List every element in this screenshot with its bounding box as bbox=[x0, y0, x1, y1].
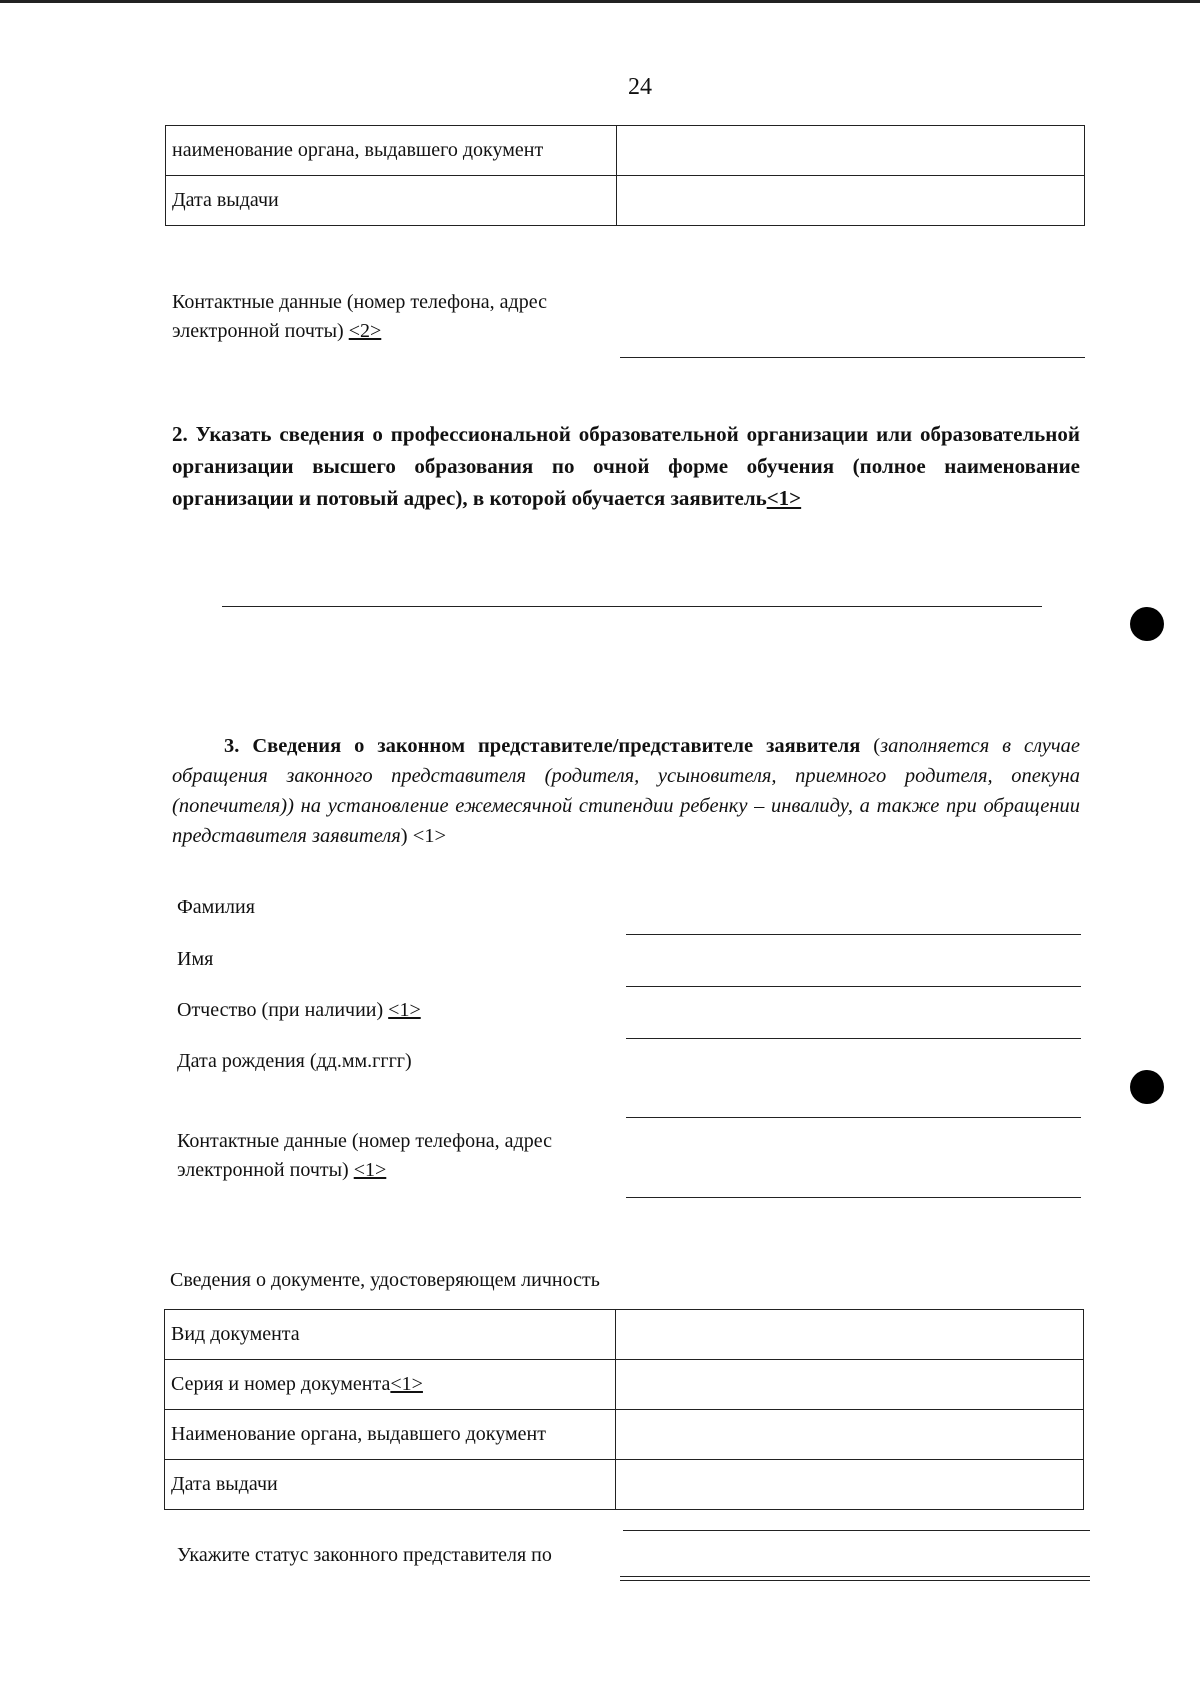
punch-hole-mark bbox=[1130, 1070, 1164, 1104]
doc-series-value-cell[interactable] bbox=[616, 1360, 1084, 1410]
status-line-bottom[interactable] bbox=[620, 1576, 1090, 1577]
doc-type-value-cell[interactable] bbox=[616, 1310, 1084, 1360]
footnote-ref[interactable]: <1> bbox=[353, 1159, 387, 1181]
surname-label: Фамилия bbox=[177, 896, 255, 918]
issuer-value-cell[interactable] bbox=[617, 126, 1085, 176]
name-label: Имя bbox=[177, 948, 214, 970]
status-line-top[interactable] bbox=[623, 1530, 1090, 1531]
footnote-ref[interactable]: <1> bbox=[766, 486, 802, 510]
footnote-ref[interactable]: <1> bbox=[412, 825, 447, 847]
issue-date-label: Дата выдачи bbox=[166, 176, 617, 226]
rep-contacts-line[interactable] bbox=[626, 1197, 1081, 1198]
section-2-answer-line[interactable] bbox=[222, 606, 1042, 607]
doc-date-value-cell[interactable] bbox=[616, 1460, 1084, 1510]
status-label: Укажите статус законного представителя по bbox=[177, 1544, 552, 1566]
issuer-label: наименование органа, выдавшего документ bbox=[166, 126, 617, 176]
table-row bbox=[166, 176, 1085, 226]
section-3-heading: 3. Сведения о законном представителе/представителе заявителя bbox=[224, 735, 861, 757]
table-row bbox=[165, 1360, 1084, 1410]
birth-date-line[interactable] bbox=[626, 1117, 1081, 1118]
section-2-text: 2. Указать сведения о профессиональной образовательной организации или образовательной организации высшего образования по очной форме обучения (полное наименование организации и потовый адрес), в которой обучается заявитель<1> bbox=[172, 422, 1080, 510]
page-number: 24 bbox=[628, 74, 652, 100]
applicant-contacts-label: Контактные данные (номер телефона, адрес электронной почты) <2> bbox=[172, 291, 547, 342]
footnote-ref[interactable]: <1> bbox=[388, 999, 421, 1021]
doc-type-label: Вид документа bbox=[165, 1310, 616, 1360]
id-doc-table bbox=[164, 1309, 1084, 1510]
status-line-bottom-double bbox=[620, 1580, 1090, 1581]
footnote-ref[interactable]: <2> bbox=[348, 320, 382, 342]
doc-date-label: Дата выдачи bbox=[165, 1460, 616, 1510]
rep-contacts-label: Контактные данные (номер телефона, адрес электронной почты) <1> bbox=[177, 1130, 552, 1181]
doc-issuer-value-cell[interactable] bbox=[616, 1410, 1084, 1460]
id-doc-title: Сведения о документе, удостоверяющем личность bbox=[170, 1269, 600, 1291]
section-3-text: 3. Сведения о законном представителе/представителе заявителя (заполняется в случае обращения законного представителя (родителя, усыновителя, приемного родителя, опекуна (попечителя)) на установление ежемесячной стипендии ребенку – инвалиду, а также при обращении представителя заявителя) <1> bbox=[172, 735, 1081, 847]
table-row bbox=[165, 1460, 1084, 1510]
doc-series-label: Серия и номер документа<1> bbox=[165, 1360, 616, 1410]
scan-edge bbox=[0, 0, 1200, 3]
table-row bbox=[165, 1310, 1084, 1360]
doc-issuer-label: Наименование органа, выдавшего документ bbox=[165, 1410, 616, 1460]
footnote-ref[interactable]: <1> bbox=[390, 1373, 423, 1395]
punch-hole-mark bbox=[1130, 607, 1164, 641]
patronymic-label: Отчество (при наличии) <1> bbox=[177, 999, 421, 1021]
issue-date-value-cell[interactable] bbox=[617, 176, 1085, 226]
name-line[interactable] bbox=[626, 986, 1081, 987]
patronymic-line[interactable] bbox=[626, 1038, 1081, 1039]
issuer-date-table bbox=[165, 125, 1085, 226]
applicant-contacts-line[interactable] bbox=[620, 357, 1085, 358]
birth-date-label: Дата рождения (дд.мм.гггг) bbox=[177, 1050, 412, 1072]
table-row bbox=[165, 1410, 1084, 1460]
section-3-note: заполняется в случае обращения законного представителя (родителя, усыновителя, приемного родителя, опекуна (попечителя)) на установление ежемесячной стипендии ребенку – инвалиду, а также при обращении представителя заявителя bbox=[172, 735, 1081, 847]
surname-line[interactable] bbox=[626, 934, 1081, 935]
table-row bbox=[166, 126, 1085, 176]
